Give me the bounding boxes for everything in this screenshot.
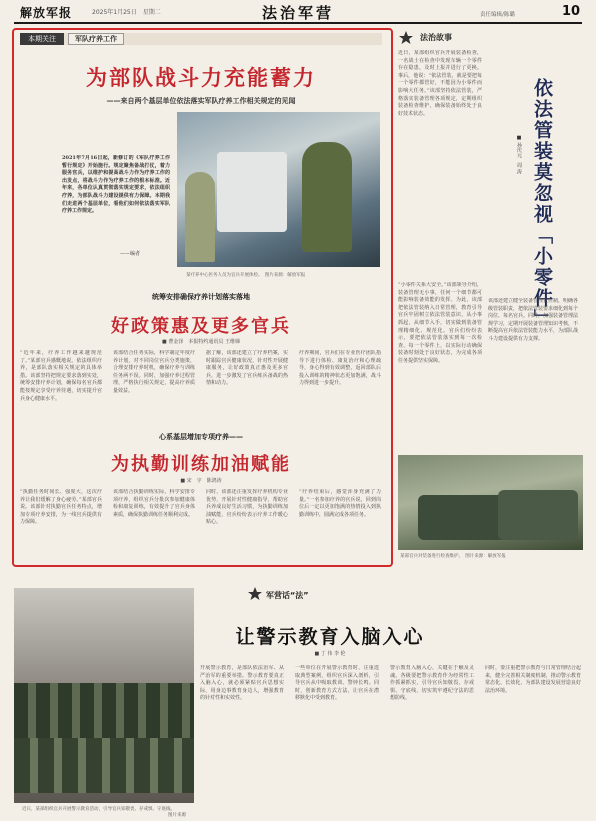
photo-soldiers [14, 738, 194, 793]
intro-byline: ——编者 [120, 251, 141, 257]
lower-column: 同时，要注重把警示教育与日常管理结合起来，健全完善相关制度机制，推动警示教育常态化、长效化，为部队建设发展营造良好法治环境。 [485, 665, 581, 694]
section3-headline: 为执勤训练加油赋能 [111, 454, 291, 475]
lower-column-name: 军营话“法” [266, 591, 309, 600]
feature-subtitle: ——来自两个基层单位依法落实军队疗养工作相关规定的见闻 [106, 97, 296, 105]
feature-photo [177, 112, 380, 267]
top-rule [14, 22, 582, 24]
feature-intro: 2021年7月16日起，新修订的《军队疗养工作暂行规定》开始施行。规定聚焦备战打仗，着力服务官兵，以维护和提高战斗力作为疗养工作的出发点，将战斗力作为疗养工作的根本标准。近年来，各单位认真贯彻落实规定要求，依法组织疗养，为部队战斗力建设提供有力保障。本期我们走进两个基层单位，看他们如何依法落实军队疗养工作规定。 [62, 155, 170, 215]
section3-column: 同时，该部还注重发挥疗养机构专业优势，开展针对性健康指导，帮助官兵养成良好生活习惯，为执勤训练加油赋能，官兵纷纷表示疗养工作暖心贴心。 [206, 489, 288, 526]
photo-vehicle [498, 490, 578, 540]
lower-photo-credit: 图片来源 [168, 813, 186, 818]
lower-photo-caption: 近日，某部组织官兵开展警示教育活动，引导官兵知敬畏、存戒惧、守底线。 [22, 807, 175, 812]
feature-photo-caption: 某疗养中心医务人员为官兵开展体检。 图片来源：解放军报 [186, 273, 306, 278]
section3-column: “疗养结束后，感觉浑身充满了力量。”一名参加疗养的官兵说，回到岗位后一定以更加饱满的热情投入到执勤训练中，圆满完成各项任务。 [299, 489, 381, 518]
dateline: 2025年1月25日 星期二 [92, 9, 161, 16]
photo-vehicle [418, 495, 508, 540]
right-vertical-byline: ■ 孙庆元 周 涛 [516, 135, 522, 175]
section2-byline: ■ 曹金泽 本报特约通讯员 王维娣 [162, 339, 240, 345]
section3-column: “执勤任务时间长、强度大，这次疗养让我们缓解了身心疲劳。”某部官兵说。该部针对执勤官兵任务特点，增加专项疗养安排，为一线官兵提供有力保障。 [20, 489, 102, 526]
section2-column: “近年来，疗养工作越来越规范了。”某部官兵感慨地说。依法组织疗养，是部队落实相关规定的具体举措。该部坚持把规定要求落到实处，统筹安排疗养计划，确保每名官兵都能按规定享受疗养待遇，切实提升官兵身心健康水平。 [20, 350, 102, 402]
lower-photo [14, 588, 194, 803]
lower-column: 警示教育入脑入心，关键在于触及灵魂。各级要把警示教育作为经常性工作抓紧抓实，引导官兵知敬畏、存戒惧、守底线，切实筑牢遵纪守法的思想防线。 [390, 665, 474, 702]
section2-column: 据了解，该部还建立了疗养档案，实时跟踪官兵健康状况，针对性开展健康服务，让好政策真正惠及更多官兵，进一步激发了官兵练兵备战的热情和动力。 [206, 350, 288, 387]
vehicle-photo [398, 455, 583, 550]
feature-headline: 为部队战斗力充能蓄力 [86, 66, 316, 90]
page-number: 10 [562, 4, 581, 19]
section2-column: 疗养期间，官兵们在专业医疗团队指导下进行体检、康复治疗和心理疏导，身心得到有效调整，返回部队后投入训练的精神状态更加饱满，战斗力得到进一步提升。 [299, 350, 381, 387]
lower-column: 开展警示教育，是部队依法治军、从严治军的重要举措。警示教育要真正入脑入心，就必须紧贴官兵思想实际，用身边事教育身边人，增强教育的针对性和实效性。 [200, 665, 284, 702]
photo-soldiers [14, 683, 194, 743]
photo-person [185, 172, 215, 262]
tag-this-issue: 本期关注 [20, 33, 64, 45]
editor-line: 责任编辑/陈璐 [480, 12, 515, 18]
photo-equipment [217, 152, 287, 232]
lower-column: 一些单位在开展警示教育时，注重选取典型案例，组织官兵深入剖析，引导官兵从中吸取教训、警钟长鸣。同时，创新教育方式方法，让官兵在潜移默化中受到教育。 [295, 665, 379, 702]
section3-kicker: 心系基层增加专项疗养—— [159, 433, 243, 441]
lower-headline: 让警示教育入脑入心 [235, 626, 425, 648]
section2-headline: 好政策惠及更多官兵 [111, 316, 291, 337]
section-title: 法治军营 [261, 4, 334, 22]
right-article-text: 该部还建立健全装备管理责任制，明确各级管装职责，把依法管装要求细化到每个岗位、每名官兵。同时，加强装备管理法规学习，定期开展装备管理知识考核，不断提高官兵依法管装能力水平，为部队战斗力建设提供有力支撑。 [488, 298, 578, 342]
masthead: 解放军报 [20, 6, 73, 20]
section3-column: 该部结合执勤训练实际，科学安排专项疗养，组织官兵分批次参加健康体检和康复训练，有效提升了官兵身体素质，确保执勤训练任务顺利完成。 [113, 489, 195, 518]
section2-kicker: 统筹安排确保疗养计划落实落地 [152, 293, 250, 301]
star-logo-icon [246, 586, 264, 600]
vehicle-photo-caption: 某部官兵对装备进行检查维护。 图片来源：解放军报 [400, 554, 506, 559]
section3-byline: ■ 宋 宇 陈鸿涛 [180, 478, 222, 484]
photo-person [302, 142, 352, 252]
right-article-text: “小零件关系大安全。”该部领导介绍，装备管理无小事，任何一个细节都可能影响装备效能的发挥。为此，该部把依法管装纳入日常管理，教育引导官兵牢固树立依法管装意识，从小事抓起，从细节入手，切实做到装备管理精细化、规范化。官兵们纷纷表示，要把依法管装落实到每一次检查、每一个零件上，以实际行动确保装备时刻处于良好状态，为完成各项任务提供坚实保障。 [398, 282, 482, 364]
tag-topic: 军队疗养工作 [68, 33, 124, 45]
section2-column: 该部结合任务实际，科学制定年度疗养计划，对不同岗位官兵分类施策，合理安排疗养时机，确保疗养与训练任务两不误。同时，加强疗养过程管理，严格执行相关规定，提高疗养质量效益。 [113, 350, 195, 394]
right-article-text: 近日，某部组织官兵开展装备检查，一名战士在检查中发现车辆一个零件存在隐患，及时上报并进行了更换。事后，他说：“依法管装，就是要把每一个零件都管好，不能因为小零件而影响大任务。”该部坚持依法管装，严格落实装备管理各项规定，定期组织装备检查维护，确保装备始终处于良好技术状态。 [398, 50, 482, 117]
lower-byline: ■ 丁 伟 李 伦 [314, 651, 346, 657]
right-vertical-headline: 依法管装莫忽视「小零件」 [531, 78, 553, 330]
right-column-name: 法治故事 [420, 33, 452, 42]
